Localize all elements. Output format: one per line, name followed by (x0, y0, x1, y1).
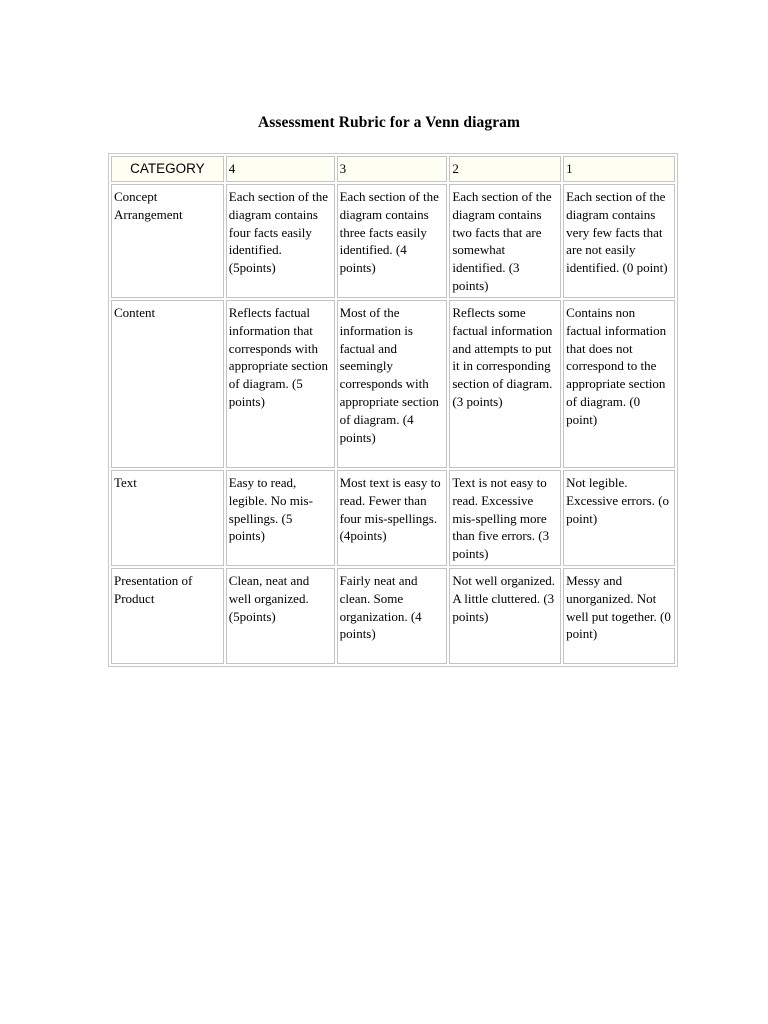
header-cell-4: 4 (226, 156, 335, 182)
score-2-cell: Not well organized. A little cluttered. (3 points) (449, 568, 561, 664)
score-1-cell: Contains non factual information that does not correspond to the appropriate section of diagram. (0 point) (563, 300, 675, 468)
table-row-concept-arrangement (111, 184, 675, 298)
score-2-cell: Each section of the diagram contains two facts that are somewhat identified. (3 points) (449, 184, 561, 298)
score-3-cell: Most text is easy to read. Fewer than four mis-spellings. (4points) (337, 470, 448, 566)
page-title: Assessment Rubric for a Venn diagram (257, 114, 521, 131)
category-cell: Content (111, 300, 224, 468)
score-2-cell: Reflects some factual information and attempts to put it in corresponding section of diagram. (3 points) (449, 300, 561, 468)
score-1-cell: Messy and unorganized. Not well put together. (0 point) (563, 568, 675, 664)
score-2-cell: Text is not easy to read. Excessive mis-spelling more than five errors. (3 points) (449, 470, 561, 566)
header-cell-2: 2 (449, 156, 561, 182)
score-3-cell: Fairly neat and clean. Some organization. (4 points) (337, 568, 448, 664)
score-3-cell: Most of the information is factual and seemingly corresponds with appropriate section of diagram. (4 points) (337, 300, 448, 468)
header-cell-1: 1 (563, 156, 675, 182)
score-1-cell: Not legible. Excessive errors. (o point) (563, 470, 675, 566)
score-1-cell: Each section of the diagram contains very few facts that are not easily identified. (0 point) (563, 184, 675, 298)
score-4-cell: Each section of the diagram contains four facts easily identified. (5points) (226, 184, 335, 298)
score-3-cell: Each section of the diagram contains three facts easily identified. (4 points) (337, 184, 448, 298)
table-row-presentation-of-product (111, 568, 675, 664)
category-cell: Text (111, 470, 224, 566)
score-4-cell: Easy to read, legible. No mis-spellings. (5 points) (226, 470, 335, 566)
header-cell-3: 3 (337, 156, 448, 182)
category-cell: Presentation of Product (111, 568, 224, 664)
rubric-table (108, 153, 678, 667)
score-4-cell: Reflects factual information that corresponds with appropriate section of diagram. (5 points) (226, 300, 335, 468)
table-row-text (111, 470, 675, 566)
table-header-row (111, 156, 675, 182)
table-row-content (111, 300, 675, 468)
score-4-cell: Clean, neat and well organized. (5points) (226, 568, 335, 664)
header-cell-category: CATEGORY (111, 156, 224, 182)
category-cell: Concept Arrangement (111, 184, 224, 298)
